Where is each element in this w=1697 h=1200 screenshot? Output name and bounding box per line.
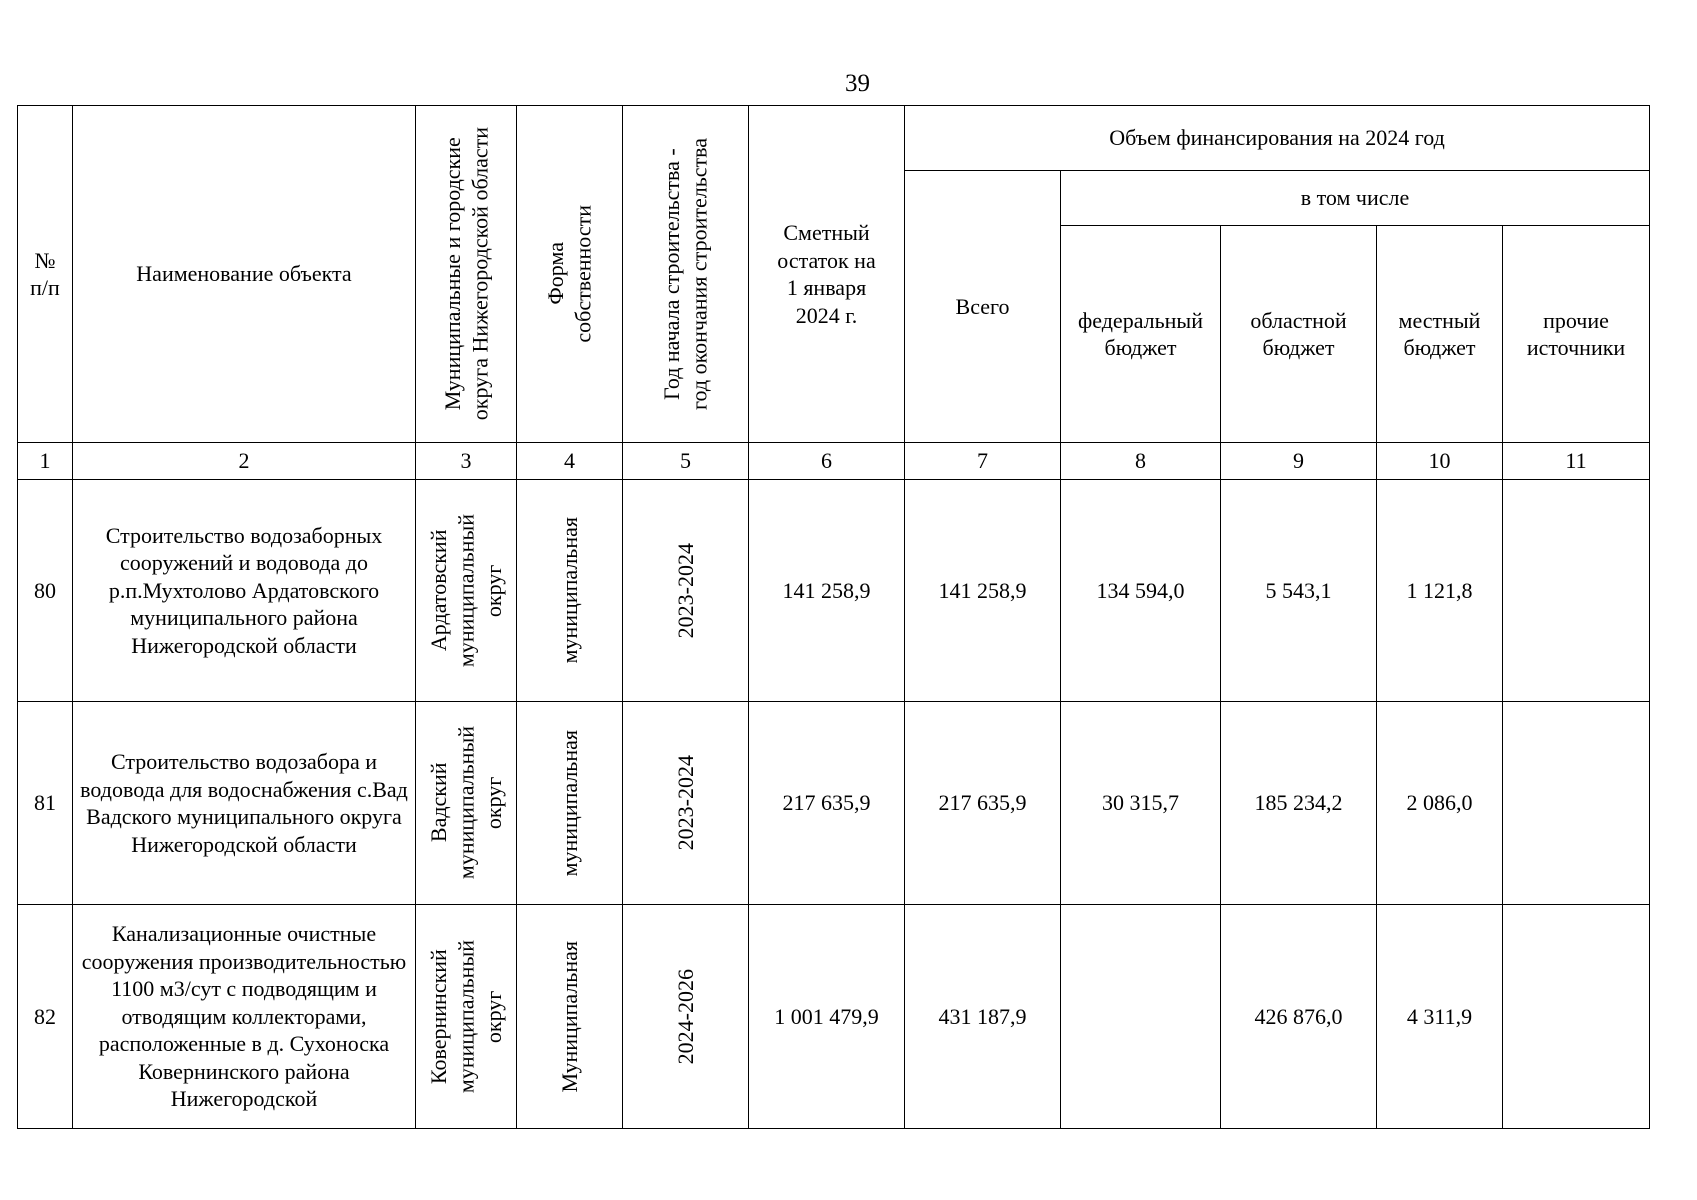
- row-years: 2023-2024: [623, 480, 749, 702]
- row-estimate: 1 001 479,9: [749, 905, 905, 1129]
- column-number: 1: [18, 443, 73, 480]
- row-local: 4 311,9: [1377, 905, 1503, 1129]
- header-funding: Объем финансирования на 2024 год: [905, 106, 1650, 171]
- investment-table: [17, 105, 1650, 1129]
- row-federal: 30 315,7: [1061, 702, 1221, 905]
- header-num: № п/п: [18, 106, 73, 443]
- row-name: Строительство водозабора и водовода для водоснабжения с.Вад Вадского муниципального округа Нижегородской области: [73, 702, 416, 905]
- header-regional: областной бюджет: [1221, 226, 1377, 443]
- row-ownership: Муниципальная: [517, 905, 623, 1129]
- row-local: 1 121,8: [1377, 480, 1503, 702]
- table-row: [18, 905, 1650, 1129]
- row-total: 141 258,9: [905, 480, 1061, 702]
- column-number: 8: [1061, 443, 1221, 480]
- header-municipality: Муниципальные и городские округа Нижегородской области: [416, 106, 517, 443]
- column-number: 4: [517, 443, 623, 480]
- row-num: 81: [18, 702, 73, 905]
- row-ownership: муниципальная: [517, 702, 623, 905]
- row-other: [1503, 480, 1650, 702]
- row-other: [1503, 702, 1650, 905]
- row-ownership: муниципальная: [517, 480, 623, 702]
- row-estimate: 141 258,9: [749, 480, 905, 702]
- row-other: [1503, 905, 1650, 1129]
- row-name: Строительство водозаборных сооружений и водовода до р.п.Мухтолово Ардатовского муниципального района Нижегородской области: [73, 480, 416, 702]
- column-number-row: [18, 443, 1650, 480]
- row-estimate: 217 635,9: [749, 702, 905, 905]
- row-municipality: Ковернинский муниципальный округ: [416, 905, 517, 1129]
- column-number: 3: [416, 443, 517, 480]
- row-federal: 134 594,0: [1061, 480, 1221, 702]
- row-municipality: Вадский муниципальный округ: [416, 702, 517, 905]
- column-number: 10: [1377, 443, 1503, 480]
- row-regional: 185 234,2: [1221, 702, 1377, 905]
- header-federal: федеральный бюджет: [1061, 226, 1221, 443]
- column-number: 6: [749, 443, 905, 480]
- column-number: 9: [1221, 443, 1377, 480]
- header-total: Всего: [905, 171, 1061, 443]
- table-row: [18, 702, 1650, 905]
- header-local: местный бюджет: [1377, 226, 1503, 443]
- header-ownership: Форма собственности: [517, 106, 623, 443]
- row-regional: 5 543,1: [1221, 480, 1377, 702]
- header-including: в том числе: [1061, 171, 1650, 226]
- row-federal: [1061, 905, 1221, 1129]
- row-name: Канализационные очистные сооружения производительностью 1100 м3/сут с подводящим и отводящим коллекторами, расположенные в д. Сухоноска Ковернинского района Нижегородской: [73, 905, 416, 1129]
- header-estimate: Сметный остаток на 1 января 2024 г.: [749, 106, 905, 443]
- row-years: 2024-2026: [623, 905, 749, 1129]
- row-regional: 426 876,0: [1221, 905, 1377, 1129]
- column-number: 7: [905, 443, 1061, 480]
- header-name: Наименование объекта: [73, 106, 416, 443]
- column-number: 5: [623, 443, 749, 480]
- column-number: 11: [1503, 443, 1650, 480]
- row-num: 82: [18, 905, 73, 1129]
- row-num: 80: [18, 480, 73, 702]
- row-local: 2 086,0: [1377, 702, 1503, 905]
- table-row: [18, 480, 1650, 702]
- header-other: прочие источники: [1503, 226, 1650, 443]
- row-years: 2023-2024: [623, 702, 749, 905]
- row-total: 431 187,9: [905, 905, 1061, 1129]
- row-municipality: Ардатовский муниципальный округ: [416, 480, 517, 702]
- header-years: Год начала строительства - год окончания строительства: [623, 106, 749, 443]
- column-number: 2: [73, 443, 416, 480]
- row-total: 217 635,9: [905, 702, 1061, 905]
- page-number: 39: [845, 70, 870, 97]
